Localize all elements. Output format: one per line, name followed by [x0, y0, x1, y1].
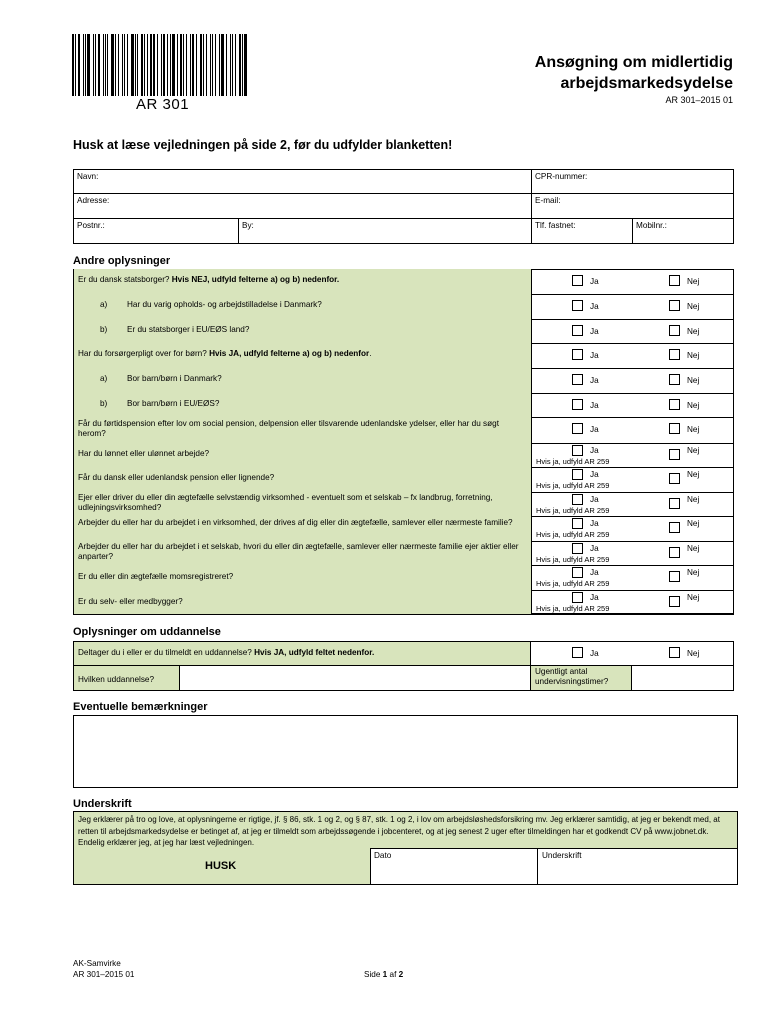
citizen-no-label: Nej [687, 277, 700, 286]
family-business-no-label: Nej [687, 519, 700, 528]
family-company-yes-checkbox[interactable] [572, 543, 583, 554]
education-no-checkbox[interactable] [669, 647, 680, 658]
children-b-yes-label: Ja [590, 401, 599, 410]
children-a-yes-checkbox[interactable] [572, 374, 583, 385]
hours-label: Ugentligt antal undervisningstimer? [535, 667, 609, 686]
q-education-instruction: Hvis JA, udfyld feltet nedenfor. [254, 648, 375, 657]
self-employed-no-label: Nej [687, 495, 700, 504]
q-citizen-a-text: Har du varig opholds- og arbejdstilladelse i Danmark? [127, 300, 322, 309]
citizen-b-no-checkbox[interactable] [669, 325, 680, 336]
q-education-text: Deltager du i eller er du tilmeldt en uddannelse? [78, 648, 255, 657]
pension-yes-label: Ja [590, 425, 599, 434]
q-children [74, 346, 530, 362]
children-a-no-label: Nej [687, 376, 700, 385]
builder-yes-label: Ja [590, 593, 599, 602]
vat-yes-checkbox[interactable] [572, 567, 583, 578]
q-family-business: Arbejder du eller har du arbejdet i en virksomhed, der drives af dig eller din ægtefælle, samlever eller nærmeste familie? [78, 518, 513, 527]
form-code: AR 301–2015 01 [665, 95, 733, 105]
work-yes-checkbox[interactable] [572, 445, 583, 456]
q-children-a-text: Bor barn/børn i Danmark? [127, 374, 222, 383]
barcode [72, 34, 250, 96]
citizen-no-checkbox[interactable] [669, 275, 680, 286]
family-company-no-label: Nej [687, 544, 700, 553]
postal-field[interactable]: Postnr.: [77, 221, 105, 230]
mobile-field[interactable]: Mobilnr.: [636, 221, 667, 230]
q-children-period: . [369, 349, 372, 358]
phone-field[interactable]: Tlf. fastnet: [535, 221, 576, 230]
children-a-yes-label: Ja [590, 376, 599, 385]
family-company-hvis-note: Hvis ja, udfyld AR 259 [536, 555, 610, 564]
children-b-yes-checkbox[interactable] [572, 399, 583, 410]
husk-label: HUSK [205, 860, 237, 872]
education-yes-label: Ja [590, 649, 599, 658]
foreign-pension-yes-checkbox[interactable] [572, 469, 583, 480]
work-hvis-note: Hvis ja, udfyld AR 259 [536, 457, 610, 466]
barcode-label: AR 301 [136, 96, 190, 113]
builder-hvis-note: Hvis ja, udfyld AR 259 [536, 604, 610, 613]
education-no-label: Nej [687, 649, 700, 658]
family-business-yes-label: Ja [590, 519, 599, 528]
q-children-text: Har du forsørgerpligt over for børn? [78, 349, 210, 358]
email-field[interactable]: E-mail: [535, 196, 561, 205]
q-citizen-a [74, 297, 530, 313]
date-label: Dato [374, 851, 392, 860]
citizen-b-yes-label: Ja [590, 327, 599, 336]
q-self-employed: Ejer eller driver du eller din ægtefælle selvstændig virksomhed - eventuelt som et selskab – fx landbrug, forretning, udlejningsvirksomhed? [78, 493, 493, 512]
q-citizen [74, 272, 530, 288]
form-title [535, 52, 733, 94]
self-employed-hvis-note: Hvis ja, udfyld AR 259 [536, 506, 610, 515]
hours-input[interactable] [631, 665, 734, 691]
children-no-checkbox[interactable] [669, 349, 680, 360]
q-vat: Er du eller din ægtefælle momsregistreret? [78, 572, 234, 581]
page-number: 1 [382, 970, 388, 979]
family-company-no-checkbox[interactable] [669, 547, 680, 558]
self-employed-no-checkbox[interactable] [669, 498, 680, 509]
family-company-yes-label: Ja [590, 544, 599, 553]
which-education-input[interactable] [179, 665, 531, 691]
self-employed-yes-label: Ja [590, 495, 599, 504]
page-total: 2 [398, 970, 404, 979]
remarks-textarea[interactable] [73, 715, 738, 788]
foreign-pension-hvis-note: Hvis ja, udfyld AR 259 [536, 481, 610, 490]
builder-no-label: Nej [687, 593, 700, 602]
signature-heading: Underskrift [73, 798, 132, 810]
citizen-a-yes-label: Ja [590, 302, 599, 311]
title-line-1: Ansøgning om midlertidig [534, 54, 733, 71]
q-citizen-b [74, 322, 530, 338]
page-separator: af [387, 970, 399, 979]
citizen-yes-label: Ja [590, 277, 599, 286]
footer-code: AR 301–2015 01 [73, 970, 135, 979]
citizen-b-yes-checkbox[interactable] [572, 325, 583, 336]
pension-yes-checkbox[interactable] [572, 423, 583, 434]
pension-no-checkbox[interactable] [669, 423, 680, 434]
builder-yes-checkbox[interactable] [572, 592, 583, 603]
reminder-text: Husk at læse vejledningen på side 2, før du udfylder blanketten! [73, 138, 453, 152]
q-citizen-b-text: Er du statsborger i EU/EØS land? [127, 325, 250, 334]
remarks-heading: Eventuelle bemærkninger [73, 701, 208, 713]
q-citizen-instruction: Hvis NEJ, udfyld felterne a) og b) nedenfor. [171, 275, 340, 284]
declaration-text: Jeg erklærer på tro og love, at oplysningerne er rigtige, jf. § 86, stk. 1 og 2, og § 87, stk. 1 og 2, i lov om arbejdsløshedsforsikring mv. Jeg erklærer samtidig, at jeg er bekendt med, at retten til arbejdsmarkedsydelse er betinget af, at jeg er tilmeldt som arbejdssøgende i jobcenteret, og at jeg senest 2 uger efter tilmeldingen har et godkendt CV på www.jobnet.dk. Endelig erklærer jeg, at jeg har læst vejledningen. [78, 815, 720, 847]
education-yes-checkbox[interactable] [572, 647, 583, 658]
self-employed-yes-checkbox[interactable] [572, 494, 583, 505]
children-b-no-label: Nej [687, 401, 700, 410]
signature-label: Underskrift [542, 851, 582, 860]
page-indicator [364, 970, 403, 979]
children-no-label: Nej [687, 351, 700, 360]
builder-no-checkbox[interactable] [669, 596, 680, 607]
q-citizen-a-letter: a) [100, 300, 108, 309]
footer-org: AK-Samvirke [73, 959, 121, 968]
q-education [74, 645, 530, 661]
vat-no-label: Nej [687, 568, 700, 577]
q-children-b-text: Bor barn/børn i EU/EØS? [127, 399, 220, 408]
family-business-hvis-note: Hvis ja, udfyld AR 259 [536, 530, 610, 539]
education-answer-cell [530, 641, 734, 666]
children-yes-label: Ja [590, 351, 599, 360]
title-line-2: arbejdsmarkedsydelse [560, 75, 733, 92]
address-field[interactable]: Adresse: [77, 196, 110, 205]
work-yes-label: Ja [590, 446, 599, 455]
vat-no-checkbox[interactable] [669, 571, 680, 582]
q-pension: Får du førtidspension efter lov om social pension, delpension eller tilsvarende udenlandske ydelser, eller har du søgt herom? [78, 419, 499, 438]
vat-yes-label: Ja [590, 568, 599, 577]
q-foreign-pension: Får du dansk eller udenlandsk pension eller lignende? [78, 473, 275, 482]
cpr-field[interactable]: CPR-nummer: [535, 172, 588, 181]
q-children-b [74, 396, 530, 412]
q-children-b-letter: b) [100, 399, 108, 408]
vat-hvis-note: Hvis ja, udfyld AR 259 [536, 579, 610, 588]
family-business-yes-checkbox[interactable] [572, 518, 583, 529]
name-field[interactable]: Navn: [77, 172, 99, 181]
work-no-checkbox[interactable] [669, 449, 680, 460]
q-citizen-b-letter: b) [100, 325, 108, 334]
work-no-label: Nej [687, 446, 700, 455]
citizen-a-no-label: Nej [687, 302, 700, 311]
q-family-company: Arbejder du eller har du arbejdet i et selskab, hvori du eller din ægtefælle, samlever eller nærmeste familie ejer aktier eller anparter? [78, 542, 519, 561]
which-education-label: Hvilken uddannelse? [78, 675, 155, 684]
citizen-a-no-checkbox[interactable] [669, 300, 680, 311]
q-work: Har du lønnet eller ulønnet arbejde? [78, 449, 210, 458]
q-children-instruction: Hvis JA, udfyld felterne a) og b) nedenfor [209, 349, 370, 358]
pension-no-label: Nej [687, 425, 700, 434]
q-children-a [74, 371, 530, 387]
citizen-a-yes-checkbox[interactable] [572, 300, 583, 311]
other-info-heading: Andre oplysninger [73, 255, 171, 267]
children-yes-checkbox[interactable] [572, 349, 583, 360]
foreign-pension-yes-label: Ja [590, 470, 599, 479]
children-a-no-checkbox[interactable] [669, 374, 680, 385]
q-children-a-letter: a) [100, 374, 108, 383]
citizen-yes-checkbox[interactable] [572, 275, 583, 286]
city-field[interactable]: By: [242, 221, 254, 230]
foreign-pension-no-label: Nej [687, 470, 700, 479]
children-b-no-checkbox[interactable] [669, 399, 680, 410]
family-business-no-checkbox[interactable] [669, 522, 680, 533]
page-prefix: Side [364, 970, 383, 979]
citizen-b-no-label: Nej [687, 327, 700, 336]
foreign-pension-no-checkbox[interactable] [669, 473, 680, 484]
education-heading: Oplysninger om uddannelse [73, 626, 221, 638]
q-citizen-text: Er du dansk statsborger? [78, 275, 172, 284]
q-builder: Er du selv- eller medbygger? [78, 597, 183, 606]
